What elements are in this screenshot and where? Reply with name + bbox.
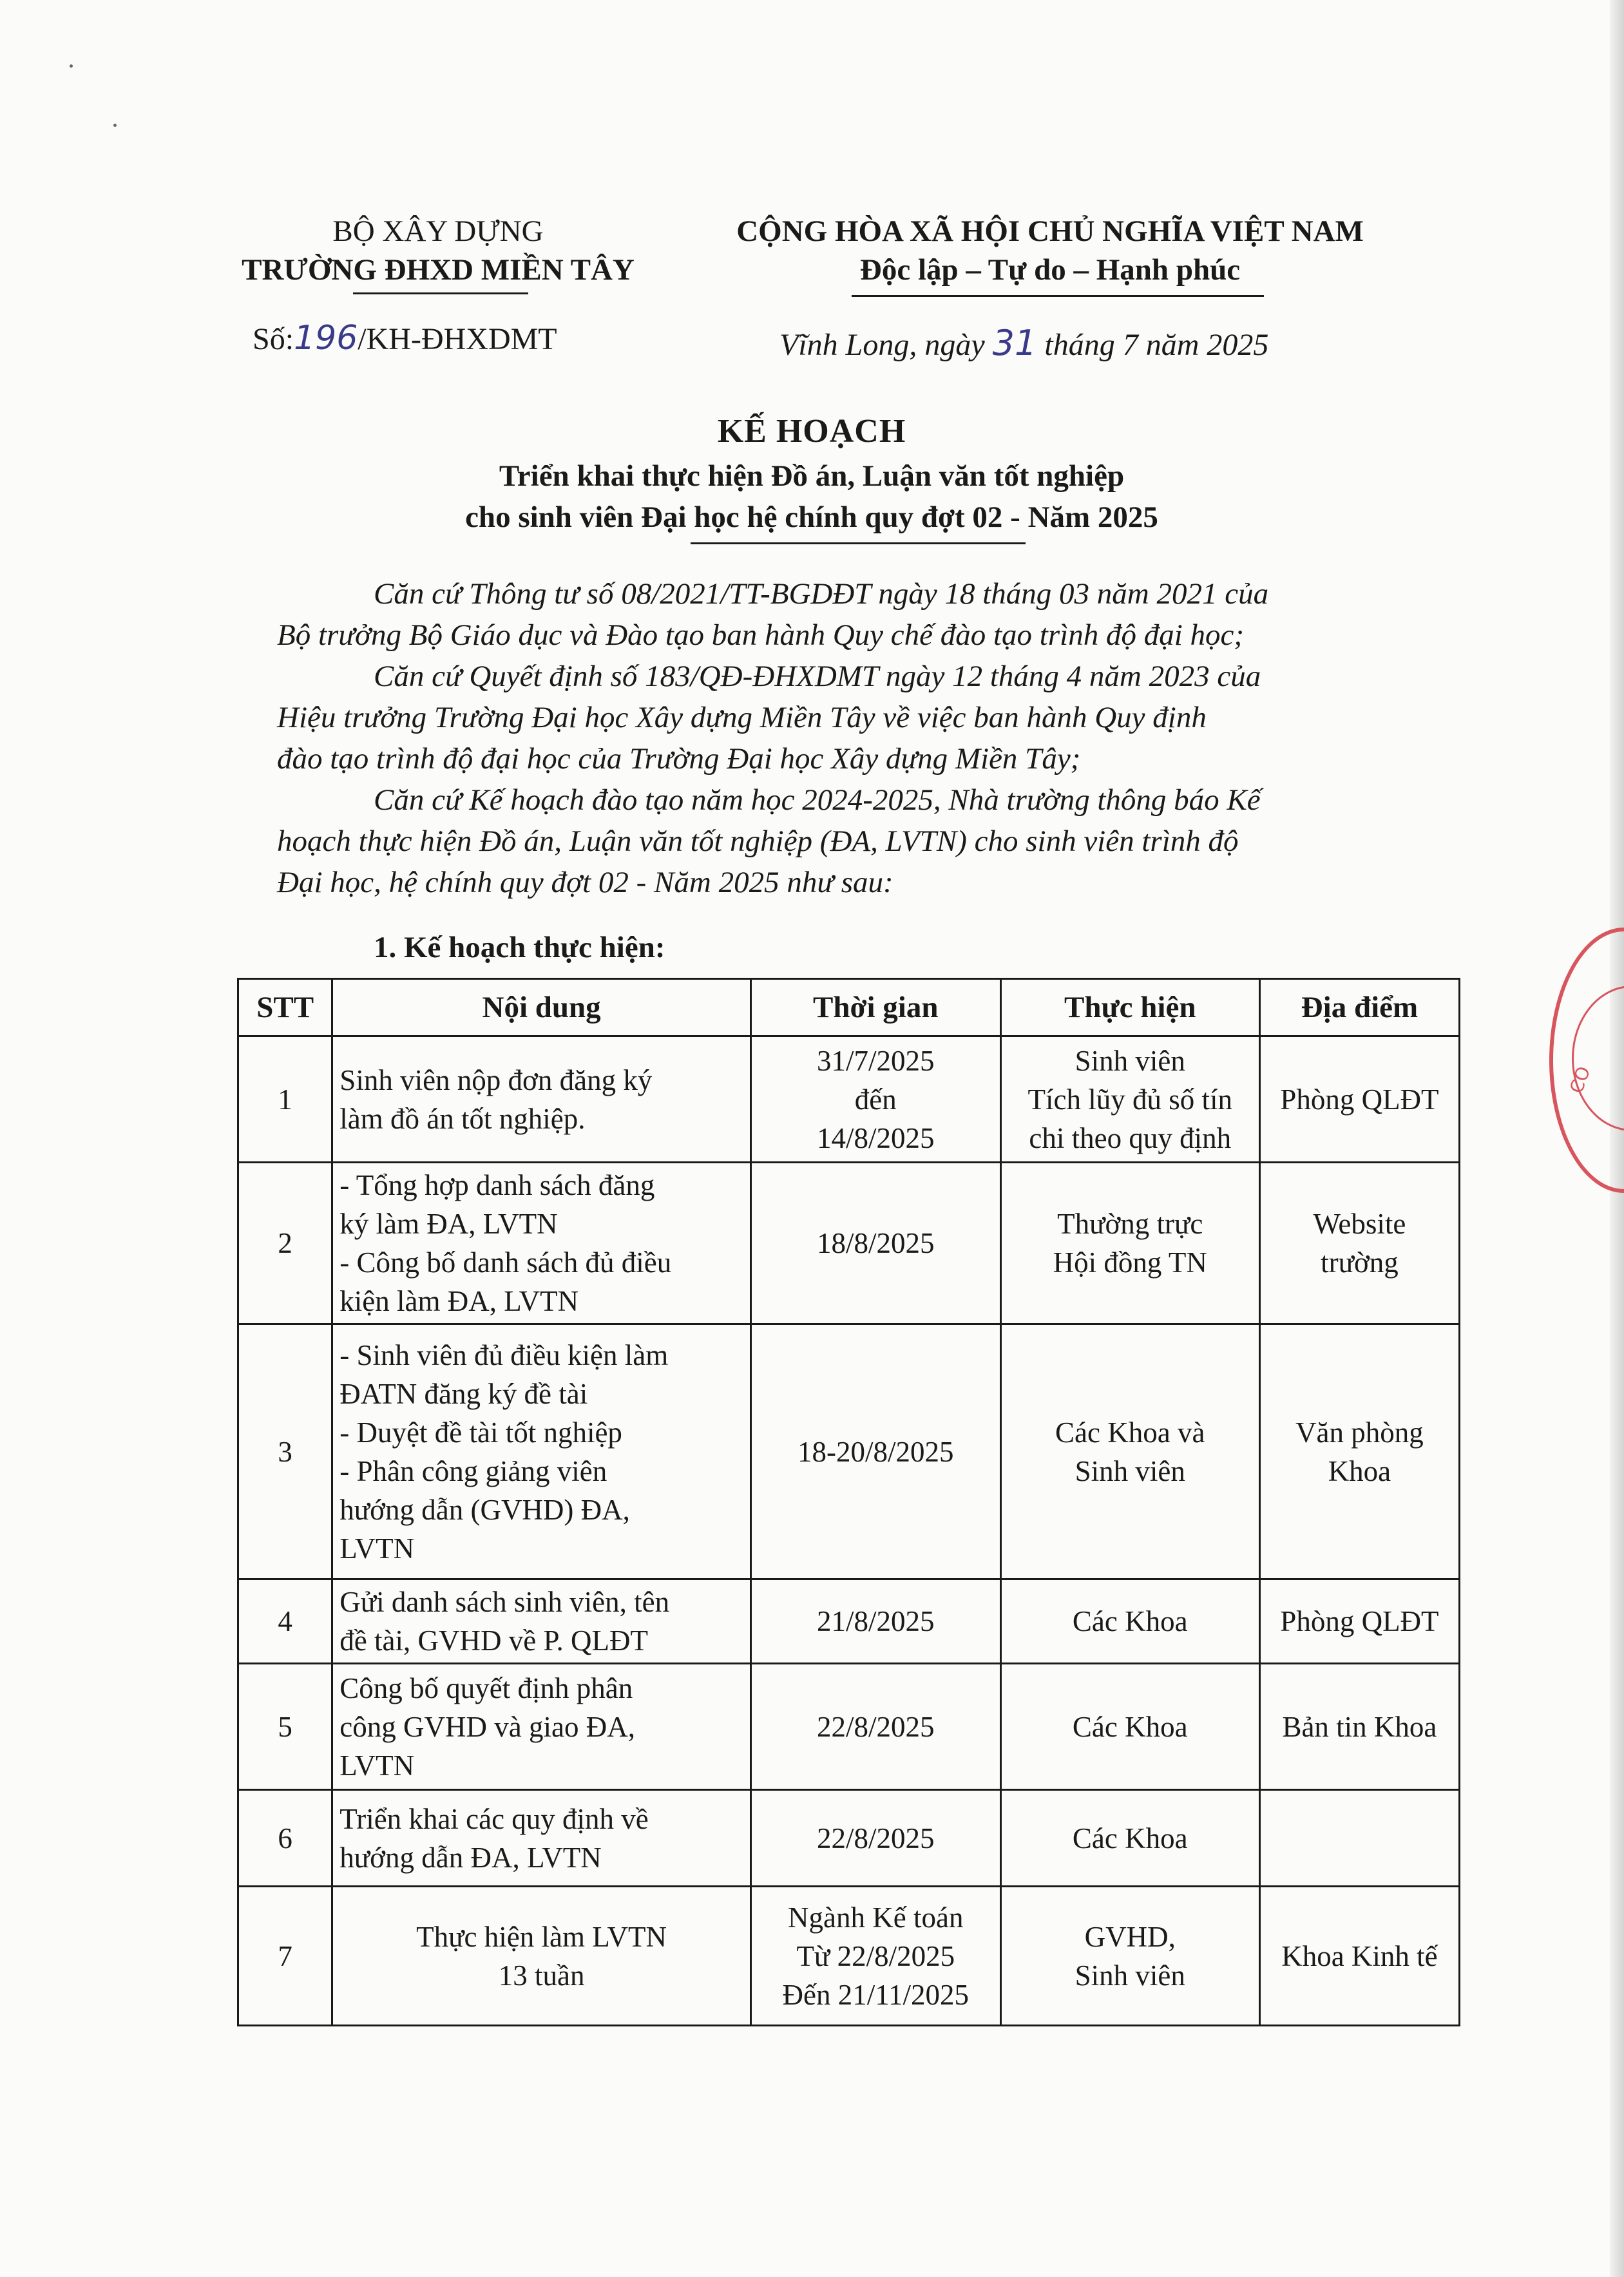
cell-stt: 1	[238, 1036, 332, 1163]
cell-line: GVHD,	[1084, 1920, 1176, 1953]
legal-basis-1	[277, 573, 1424, 656]
legal-basis-2	[277, 656, 1424, 779]
cell-location	[1259, 1579, 1459, 1664]
cell-line: Các Khoa	[1072, 1710, 1188, 1743]
date-prefix: Vĩnh Long, ngày	[779, 328, 985, 362]
cell-line: công GVHD và giao ĐA,	[339, 1710, 635, 1743]
handwritten-day: 31	[992, 323, 1037, 363]
table-row	[238, 1036, 1460, 1163]
cell-line: Bản tin Khoa	[1282, 1710, 1437, 1743]
text-line: hoạch thực hiện Đồ án, Luận văn tốt nghiệp (ĐA, LVTN) cho sinh viên trình độ	[277, 824, 1239, 858]
section-heading: 1. Kế hoạch thực hiện:	[374, 931, 665, 964]
cell-line: - Công bố danh sách đủ điều	[339, 1246, 672, 1279]
text-line: Căn cứ Thông tư số 08/2021/TT-BGDĐT ngày 18 tháng 03 năm 2021 của	[374, 577, 1269, 611]
scan-speck	[113, 124, 117, 127]
cell-location	[1259, 1163, 1459, 1324]
cell-executor	[1000, 1036, 1259, 1163]
cell-location	[1259, 1036, 1459, 1163]
cell-line: - Tổng hợp danh sách đăng	[339, 1169, 655, 1201]
cell-line: Sinh viên	[1075, 1044, 1185, 1077]
cell-time	[750, 1887, 1000, 2026]
cell-content	[332, 1579, 751, 1664]
cell-line: 22/8/2025	[817, 1710, 935, 1743]
text-line: Căn cứ Kế hoạch đào tạo năm học 2024-2025, Nhà trường thông báo Kế	[374, 783, 1261, 817]
nation-name: CỘNG HÒA XÃ HỘI CHỦ NGHĨA VIỆT NAM	[736, 214, 1364, 248]
cell-line: Website	[1313, 1208, 1406, 1240]
cell-time	[750, 1036, 1000, 1163]
cell-line: Khoa	[1328, 1454, 1391, 1487]
cell-line: chi theo quy định	[1029, 1121, 1232, 1154]
cell-line: Đến 21/11/2025	[782, 1978, 970, 2011]
cell-location	[1259, 1790, 1459, 1887]
number-suffix: /KH-ĐHXDMT	[358, 322, 557, 356]
seal-text: CO	[1565, 1063, 1595, 1096]
cell-line: Công bố quyết định phân	[339, 1672, 633, 1704]
cell-line: Các Khoa	[1072, 1605, 1188, 1637]
cell-location	[1259, 1664, 1459, 1790]
cell-line: 18/8/2025	[817, 1227, 935, 1259]
cell-time	[750, 1664, 1000, 1790]
cell-executor	[1000, 1163, 1259, 1324]
cell-line: trường	[1321, 1246, 1399, 1279]
cell-line: Ngành Kế toán	[788, 1901, 964, 1934]
col-header-time: Thời gian	[750, 979, 1000, 1036]
text-line: đào tạo trình độ đại học của Trường Đại học Xây dựng Miền Tây;	[277, 742, 1081, 776]
col-header-stt: STT	[238, 979, 332, 1036]
cell-line: 14/8/2025	[817, 1121, 935, 1154]
legal-basis-3	[277, 779, 1424, 903]
table-row	[238, 1790, 1460, 1887]
cell-line: Các Khoa	[1072, 1822, 1188, 1854]
cell-line: Sinh viên	[1075, 1959, 1185, 1992]
cell-executor	[1000, 1579, 1259, 1664]
cell-line: làm đồ án tốt nghiệp.	[339, 1102, 586, 1135]
table-row	[238, 1324, 1460, 1579]
cell-location	[1259, 1887, 1459, 2026]
cell-content	[332, 1790, 751, 1887]
table-row	[238, 1163, 1460, 1324]
cell-line: Triển khai các quy định về	[339, 1802, 649, 1835]
cell-line: Phòng QLĐT	[1280, 1083, 1439, 1116]
cell-line: Sinh viên	[1075, 1454, 1185, 1487]
cell-content	[332, 1664, 751, 1790]
cell-executor	[1000, 1664, 1259, 1790]
cell-line: hướng dẫn ĐA, LVTN	[339, 1841, 602, 1874]
cell-line: 18-20/8/2025	[798, 1435, 954, 1468]
cell-line: Hội đồng TN	[1053, 1246, 1207, 1279]
cell-line: Tích lũy đủ số tín	[1027, 1083, 1232, 1116]
motto-underline	[852, 295, 1264, 297]
cell-line: ký làm ĐA, LVTN	[339, 1208, 558, 1240]
cell-line: Từ 22/8/2025	[796, 1939, 955, 1972]
text-line: Căn cứ Quyết định số 183/QĐ-ĐHXDMT ngày 12 tháng 4 năm 2023 của	[374, 660, 1261, 693]
school-underline	[353, 292, 528, 294]
cell-line: LVTN	[339, 1532, 415, 1565]
cell-content	[332, 1036, 751, 1163]
cell-line: kiện làm ĐA, LVTN	[339, 1285, 579, 1317]
cell-stt: 4	[238, 1579, 332, 1664]
document-number	[253, 317, 703, 361]
cell-line: LVTN	[339, 1749, 415, 1782]
cell-stt: 2	[238, 1163, 332, 1324]
text-line: Hiệu trưởng Trường Đại học Xây dựng Miền Tây về việc ban hành Quy định	[277, 701, 1207, 734]
cell-line: Các Khoa và	[1055, 1416, 1205, 1449]
ministry-name: BỘ XÂY DỰNG	[332, 214, 544, 248]
cell-line: đến	[854, 1083, 897, 1116]
cell-line: Gửi danh sách sinh viên, tên	[339, 1586, 670, 1618]
cell-line: 31/7/2025	[817, 1044, 935, 1077]
cell-line: Sinh viên nộp đơn đăng ký	[339, 1063, 653, 1096]
cell-line: Văn phòng	[1295, 1416, 1424, 1449]
table-header-row	[238, 979, 1460, 1036]
table-row	[238, 1664, 1460, 1790]
cell-line: 13 tuần	[498, 1959, 585, 1992]
cell-line: - Sinh viên đủ điều kiện làm	[339, 1339, 669, 1371]
handwritten-number: 196	[294, 319, 358, 357]
table-row	[238, 1579, 1460, 1664]
cell-location	[1259, 1324, 1459, 1579]
school-name: TRƯỜNG ĐHXD MIỀN TÂY	[242, 253, 635, 287]
cell-line: 21/8/2025	[817, 1605, 935, 1637]
table-row	[238, 1887, 1460, 2026]
cell-stt: 3	[238, 1324, 332, 1579]
cell-line: 22/8/2025	[817, 1822, 935, 1854]
scan-speck	[70, 64, 73, 68]
cell-content	[332, 1163, 751, 1324]
number-prefix: Số:	[253, 322, 294, 356]
cell-line: đề tài, GVHD về P. QLĐT	[339, 1624, 648, 1657]
cell-executor	[1000, 1887, 1259, 2026]
title-line-1: Triển khai thực hiện Đồ án, Luận văn tốt nghiệp	[499, 459, 1125, 493]
cell-line: Thực hiện làm LVTN	[416, 1920, 667, 1953]
cell-line: Thường trực	[1057, 1208, 1203, 1240]
document-title: KẾ HOẠCH	[717, 413, 906, 450]
cell-line: hướng dẫn (GVHD) ĐA,	[339, 1493, 630, 1526]
cell-time	[750, 1163, 1000, 1324]
cell-time	[750, 1790, 1000, 1887]
cell-line: Khoa Kinh tế	[1281, 1939, 1438, 1972]
motto: Độc lập – Tự do – Hạnh phúc	[859, 253, 1241, 287]
issue-date	[779, 322, 1424, 367]
cell-content	[332, 1324, 751, 1579]
cell-stt: 6	[238, 1790, 332, 1887]
col-header-executor: Thực hiện	[1000, 979, 1259, 1036]
cell-stt: 7	[238, 1887, 332, 2026]
cell-stt: 5	[238, 1664, 332, 1790]
cell-time	[750, 1324, 1000, 1579]
plan-table	[237, 978, 1460, 2026]
title-underline	[691, 542, 1026, 544]
col-header-content: Nội dung	[332, 979, 751, 1036]
cell-line: - Phân công giảng viên	[339, 1454, 607, 1487]
title-line-2: cho sinh viên Đại học hệ chính quy đợt 02 - Năm 2025	[465, 500, 1158, 534]
text-line: Bộ trưởng Bộ Giáo dục và Đào tạo ban hành Quy chế đào tạo trình độ đại học;	[277, 618, 1245, 652]
cell-time	[750, 1579, 1000, 1664]
cell-line: Phòng QLĐT	[1280, 1605, 1439, 1637]
cell-executor	[1000, 1324, 1259, 1579]
cell-content	[332, 1887, 751, 2026]
date-suffix: tháng 7 năm 2025	[1044, 328, 1269, 362]
cell-line: ĐATN đăng ký đề tài	[339, 1377, 588, 1410]
text-line: Đại học, hệ chính quy đợt 02 - Năm 2025 như sau:	[277, 866, 893, 899]
cell-executor	[1000, 1790, 1259, 1887]
col-header-location: Địa điểm	[1259, 979, 1459, 1036]
cell-line: - Duyệt đề tài tốt nghiệp	[339, 1416, 622, 1449]
